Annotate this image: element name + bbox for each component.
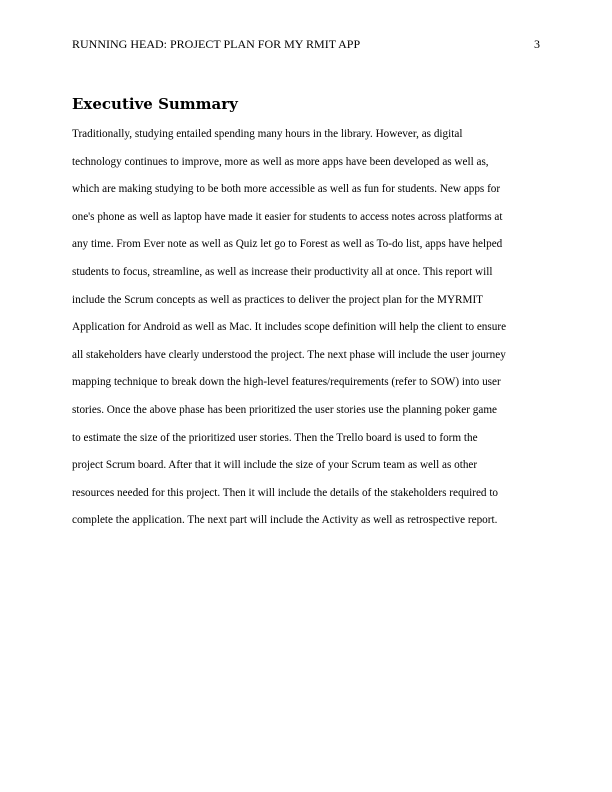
paragraph-line: resources needed for this project. Then it will include the details of the stakeholders required to [72, 486, 499, 499]
paragraph-line: any time. From Ever note as well as Quiz let go to Forest as well as To-do list, apps have helped [72, 238, 503, 251]
paragraph-line: Application for Android as well as Mac. It includes scope definition will help the client to ensure [72, 321, 507, 334]
page-number: 3 [534, 37, 540, 51]
paragraph-line: stories. Once the above phase has been prioritized the user stories use the planning poker game [72, 403, 497, 416]
paragraph-line: complete the application. The next part will include the Activity as well as retrospective report. [72, 514, 498, 527]
paragraph-line: Traditionally, studying entailed spending many hours in the library. However, as digital [72, 128, 463, 140]
paragraph-line: technology continues to improve, more as well as more apps have been developed as well as, [72, 155, 489, 168]
paragraph-line: include the Scrum concepts as well as practices to deliver the project plan for the MYRMIT [72, 293, 484, 306]
paragraph-line: students to focus, streamline, as well as increase their productivity all at once. This report will [72, 265, 493, 278]
paragraph-line: project Scrum board. After that it will include the size of your Scrum team as well as other [72, 459, 478, 472]
paragraph-line: to estimate the size of the prioritized user stories. Then the Trello board is used to form the [72, 431, 478, 444]
executive-summary-paragraph [72, 121, 542, 535]
section-title: Executive Summary [72, 95, 238, 113]
paragraph-line: mapping technique to break down the high-level features/requirements (refer to SOW) into user [72, 376, 501, 389]
page-header [72, 36, 540, 52]
paragraph-line: which are making studying to be both more accessible as well as fun for students. New apps for [72, 183, 501, 196]
running-head: RUNNING HEAD: PROJECT PLAN FOR MY RMIT APP [72, 37, 361, 51]
paragraph-line: one's phone as well as laptop have made it easier for students to access notes across platforms at [72, 210, 503, 223]
paragraph-line: all stakeholders have clearly understood the project. The next phase will include the user journey [72, 348, 506, 361]
